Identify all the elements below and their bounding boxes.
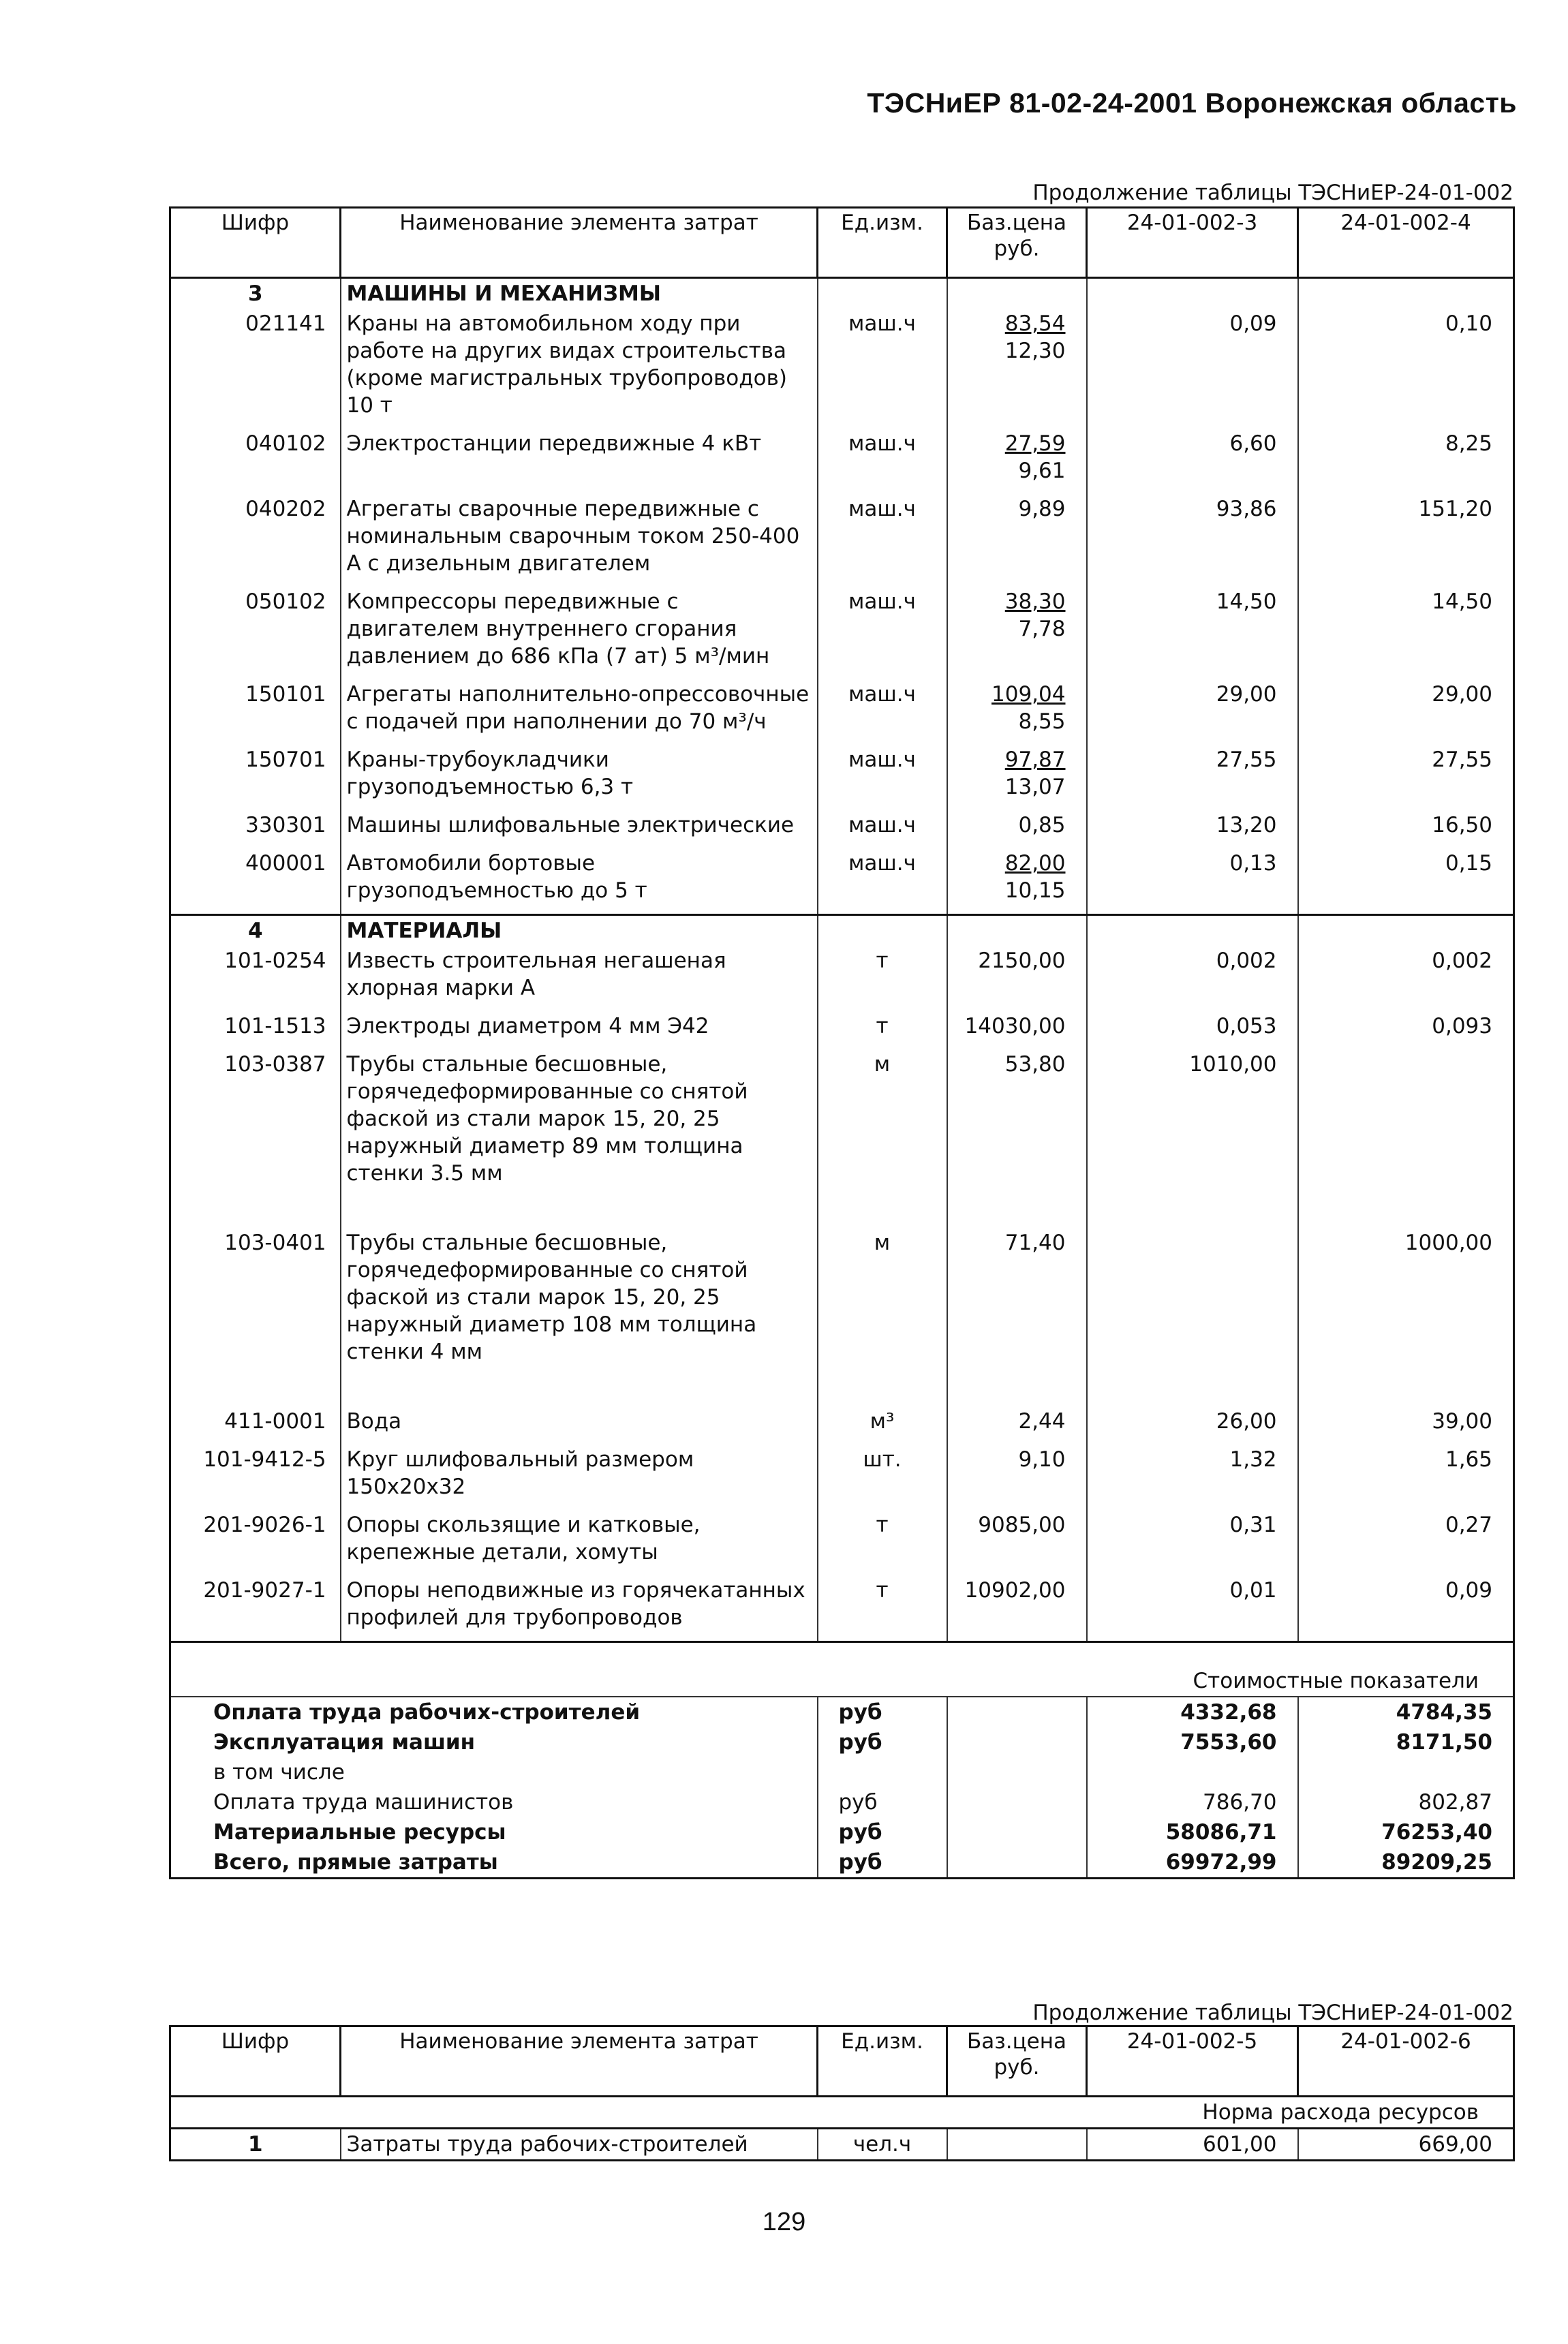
price-wage: 10,15 [1004, 878, 1066, 903]
price-base: 82,00 [1004, 851, 1066, 876]
summary-value-3: 4332,68 [1087, 1697, 1298, 1727]
row-value-3: 27,55 [1087, 745, 1298, 810]
row-price: 2150,00 [947, 946, 1087, 1011]
col-header: Ед.изм. [818, 208, 947, 278]
row-name: Агрегаты сварочные передвижные с номинальным сварочным током 250-400 А с дизельным двигателем [341, 494, 818, 587]
summary-value-4: 4784,35 [1298, 1697, 1514, 1727]
price-base: 97,87 [1004, 747, 1066, 772]
table-row [170, 309, 1514, 429]
row-value-5: 601,00 [1087, 2129, 1298, 2161]
row-price [947, 745, 1087, 810]
row-price: 71,40 [947, 1228, 1087, 1406]
row-unit: маш.ч [818, 494, 947, 587]
row-price: 53,80 [947, 1049, 1087, 1228]
row-value-4: 27,55 [1298, 745, 1514, 810]
row-price [947, 429, 1087, 494]
row-value-3: 1,32 [1087, 1445, 1298, 1510]
table-row [170, 1049, 1514, 1228]
row-code: 201-9026-1 [170, 1510, 341, 1575]
summary-value-3: 7553,60 [1087, 1727, 1298, 1757]
row-code: 021141 [170, 309, 341, 429]
empty-cell [1087, 915, 1298, 946]
row-value-3: 29,00 [1087, 679, 1298, 745]
row-price: 9,10 [947, 1445, 1087, 1510]
row-value-4: 0,09 [1298, 1575, 1514, 1642]
table-row [170, 745, 1514, 810]
col-header: Шифр [170, 208, 341, 278]
table-row [170, 848, 1514, 915]
row-unit: маш.ч [818, 679, 947, 745]
row-code: 103-0387 [170, 1049, 341, 1228]
row-value-4: 1,65 [1298, 1445, 1514, 1510]
empty-cell [947, 1727, 1087, 1757]
row-value-3: 0,31 [1087, 1510, 1298, 1575]
price-base: 9,89 [1018, 497, 1066, 521]
summary-value-3: 786,70 [1087, 1787, 1298, 1817]
row-value-4: 151,20 [1298, 494, 1514, 587]
row-name: Вода [341, 1406, 818, 1445]
table-row [170, 587, 1514, 679]
col-header: Наименование элемента затрат [341, 2026, 818, 2097]
table-row [170, 1406, 1514, 1445]
row-value-3: 6,60 [1087, 429, 1298, 494]
row-code: 201-9027-1 [170, 1575, 341, 1642]
row-unit: маш.ч [818, 810, 947, 848]
summary-row [170, 1757, 1514, 1787]
col-header: Шифр [170, 2026, 341, 2097]
summary-title: Стоимостные показатели [170, 1642, 1514, 1697]
row-value-4: 29,00 [1298, 679, 1514, 745]
row-name: Круг шлифовальный размером 150х20х32 [341, 1445, 818, 1510]
row-name: Автомобили бортовые грузоподъемностью до 5 т [341, 848, 818, 915]
row-code: 101-0254 [170, 946, 341, 1011]
section-title: МАШИНЫ И МЕХАНИЗМЫ [341, 278, 818, 309]
row-name: Электроды диаметром 4 мм Э42 [341, 1011, 818, 1049]
row-value-4: 0,093 [1298, 1011, 1514, 1049]
summary-label: Оплата труда машинистов [170, 1787, 818, 1817]
row-name: Краны-трубоукладчики грузоподъемностью 6,3 т [341, 745, 818, 810]
row-code: 411-0001 [170, 1406, 341, 1445]
empty-cell [947, 1847, 1087, 1879]
row-unit: м [818, 1228, 947, 1406]
empty-cell [1087, 278, 1298, 309]
section-number: 3 [170, 278, 341, 309]
table-row [170, 1510, 1514, 1575]
row-value-3: 0,13 [1087, 848, 1298, 915]
row-unit: м [818, 1049, 947, 1228]
row-price [947, 679, 1087, 745]
row-value-3: 14,50 [1087, 587, 1298, 679]
row-value-4: 0,15 [1298, 848, 1514, 915]
row-value-4: 0,27 [1298, 1510, 1514, 1575]
row-code: 050102 [170, 587, 341, 679]
empty-cell [947, 1697, 1087, 1727]
norm-title-row [170, 2097, 1514, 2129]
section-row [170, 278, 1514, 309]
row-value-3: 26,00 [1087, 1406, 1298, 1445]
row-price [947, 494, 1087, 587]
col-header: 24-01-002-4 [1298, 208, 1514, 278]
table2-header-row [170, 2026, 1514, 2097]
row-code: 150101 [170, 679, 341, 745]
row-price [947, 309, 1087, 429]
price-base: 38,30 [1004, 589, 1066, 614]
row-name: Опоры скользящие и катковые, крепежные детали, хомуты [341, 1510, 818, 1575]
summary-unit: руб [818, 1847, 947, 1879]
row-code: 330301 [170, 810, 341, 848]
row-unit: т [818, 1575, 947, 1642]
summary-row [170, 1847, 1514, 1879]
empty-cell [1298, 278, 1514, 309]
row-price [947, 587, 1087, 679]
summary-row [170, 1727, 1514, 1757]
row-value-3 [1087, 1228, 1298, 1406]
price-base: 109,04 [991, 682, 1066, 707]
table-row [170, 946, 1514, 1011]
row-code: 101-1513 [170, 1011, 341, 1049]
col-header: Баз.цена руб. [947, 208, 1087, 278]
summary-label: Эксплуатация машин [170, 1727, 818, 1757]
row-price: 10902,00 [947, 1575, 1087, 1642]
summary-unit: руб [818, 1697, 947, 1727]
empty-cell [818, 915, 947, 946]
empty-cell [947, 1787, 1087, 1817]
row-value-3: 0,002 [1087, 946, 1298, 1011]
row-value-3: 13,20 [1087, 810, 1298, 848]
table1-header-row [170, 208, 1514, 278]
document-header: ТЭСНиЕР 81-02-24-2001 Воронежская область [867, 87, 1517, 119]
section-number: 4 [170, 915, 341, 946]
summary-row [170, 1787, 1514, 1817]
row-name: Известь строительная негашеная хлорная марки А [341, 946, 818, 1011]
row-code: 400001 [170, 848, 341, 915]
empty-cell [947, 1817, 1087, 1847]
row-value-4: 39,00 [1298, 1406, 1514, 1445]
price-wage: 13,07 [1004, 775, 1066, 799]
col-header: 24-01-002-3 [1087, 208, 1298, 278]
price-wage: 12,30 [1004, 339, 1066, 363]
summary-value-4: 76253,40 [1298, 1817, 1514, 1847]
table-row [170, 810, 1514, 848]
row-unit: м³ [818, 1406, 947, 1445]
row-value-4: 14,50 [1298, 587, 1514, 679]
row-unit: шт. [818, 1445, 947, 1510]
summary-value-4 [1298, 1757, 1514, 1787]
row-unit: т [818, 1510, 947, 1575]
norm-title: Норма расхода ресурсов [170, 2097, 1514, 2129]
empty-cell [818, 278, 947, 309]
summary-label: Оплата труда рабочих-строителей [170, 1697, 818, 1727]
empty-cell [947, 915, 1087, 946]
summary-value-4: 89209,25 [1298, 1847, 1514, 1879]
table-row [170, 1575, 1514, 1642]
summary-label: Всего, прямые затраты [170, 1847, 818, 1879]
table-row [170, 1445, 1514, 1510]
page-number: 129 [762, 2208, 806, 2236]
row-price: 14030,00 [947, 1011, 1087, 1049]
summary-unit [818, 1757, 947, 1787]
table1 [169, 206, 1515, 1879]
section-title: МАТЕРИАЛЫ [341, 915, 818, 946]
row-code: 150701 [170, 745, 341, 810]
summary-row [170, 1817, 1514, 1847]
empty-cell [947, 278, 1087, 309]
row-price: 2,44 [947, 1406, 1087, 1445]
col-header: Наименование элемента затрат [341, 208, 818, 278]
col-header: Ед.изм. [818, 2026, 947, 2097]
row-value-4: 0,10 [1298, 309, 1514, 429]
row-unit: чел.ч [818, 2129, 947, 2161]
row-name: Трубы стальные бесшовные, горячедеформированные со снятой фаской из стали марок 15, 20, 25 наружный диаметр 89 мм толщина стенки 3.5 мм [341, 1049, 818, 1228]
row-name: Агрегаты наполнительно-опрессовочные с подачей при наполнении до 70 м³/ч [341, 679, 818, 745]
row-unit: маш.ч [818, 309, 947, 429]
row-value-4 [1298, 1049, 1514, 1228]
row-name: Электростанции передвижные 4 кВт [341, 429, 818, 494]
row-value-3: 0,053 [1087, 1011, 1298, 1049]
row-code: 101-9412-5 [170, 1445, 341, 1510]
summary-value-3: 58086,71 [1087, 1817, 1298, 1847]
empty-cell [947, 1757, 1087, 1787]
row-name: Трубы стальные бесшовные, горячедеформированные со снятой фаской из стали марок 15, 20, 25 наружный диаметр 108 мм толщина стенки 4 мм [341, 1228, 818, 1406]
row-price [947, 848, 1087, 915]
row-price: 9085,00 [947, 1510, 1087, 1575]
col-header: Баз.цена руб. [947, 2026, 1087, 2097]
row-code: 040202 [170, 494, 341, 587]
summary-value-3 [1087, 1757, 1298, 1787]
row-unit: маш.ч [818, 587, 947, 679]
table1-continuation: Продолжение таблицы ТЭСНиЕР-24-01-002 [1032, 181, 1513, 205]
table-row [170, 1011, 1514, 1049]
row-name: Затраты труда рабочих-строителей [341, 2129, 818, 2161]
row-value-4: 1000,00 [1298, 1228, 1514, 1406]
price-wage: 8,55 [1018, 709, 1066, 734]
row-value-3: 0,01 [1087, 1575, 1298, 1642]
row-name: Компрессоры передвижные с двигателем внутреннего сгорания давлением до 686 кПа (7 ат) 5 м³/мин [341, 587, 818, 679]
price-base: 0,85 [1018, 813, 1066, 837]
price-base: 27,59 [1004, 431, 1066, 456]
row-name: Опоры неподвижные из горячекатанных профилей для трубопроводов [341, 1575, 818, 1642]
summary-unit: руб [818, 1727, 947, 1757]
row-value-3: 93,86 [1087, 494, 1298, 587]
summary-label: Материальные ресурсы [170, 1817, 818, 1847]
row-value-4: 16,50 [1298, 810, 1514, 848]
col-header: 24-01-002-5 [1087, 2026, 1298, 2097]
price-wage: 7,78 [1018, 617, 1066, 641]
row-value-3: 0,09 [1087, 309, 1298, 429]
table2 [169, 2025, 1515, 2161]
row-price [947, 2129, 1087, 2161]
summary-value-4: 8171,50 [1298, 1727, 1514, 1757]
row-value-4: 8,25 [1298, 429, 1514, 494]
row-unit: маш.ч [818, 745, 947, 810]
row-name: Машины шлифовальные электрические [341, 810, 818, 848]
summary-row [170, 1697, 1514, 1727]
price-wage: 9,61 [1018, 459, 1066, 483]
row-unit: т [818, 946, 947, 1011]
row-code: 040102 [170, 429, 341, 494]
summary-label: в том числе [170, 1757, 818, 1787]
row-name: Краны на автомобильном ходу при работе на других видах строительства (кроме магистральных трубопроводов) 10 т [341, 309, 818, 429]
col-header: 24-01-002-6 [1298, 2026, 1514, 2097]
section-row [170, 915, 1514, 946]
row-value-4: 0,002 [1298, 946, 1514, 1011]
empty-cell [1298, 915, 1514, 946]
table2-continuation: Продолжение таблицы ТЭСНиЕР-24-01-002 [1032, 2001, 1513, 2025]
row-code: 103-0401 [170, 1228, 341, 1406]
row-value-3: 1010,00 [1087, 1049, 1298, 1228]
row-unit: маш.ч [818, 429, 947, 494]
row-price [947, 810, 1087, 848]
row-unit: т [818, 1011, 947, 1049]
summary-value-3: 69972,99 [1087, 1847, 1298, 1879]
row-unit: маш.ч [818, 848, 947, 915]
summary-value-4: 802,87 [1298, 1787, 1514, 1817]
row-code: 1 [170, 2129, 341, 2161]
table-row [170, 429, 1514, 494]
table-row [170, 494, 1514, 587]
summary-unit: руб [818, 1787, 947, 1817]
table-row [170, 1228, 1514, 1406]
summary-title-row [170, 1642, 1514, 1697]
table-row [170, 679, 1514, 745]
price-base: 83,54 [1004, 311, 1066, 336]
summary-unit: руб [818, 1817, 947, 1847]
row-value-6: 669,00 [1298, 2129, 1514, 2161]
table-row [170, 2129, 1514, 2161]
